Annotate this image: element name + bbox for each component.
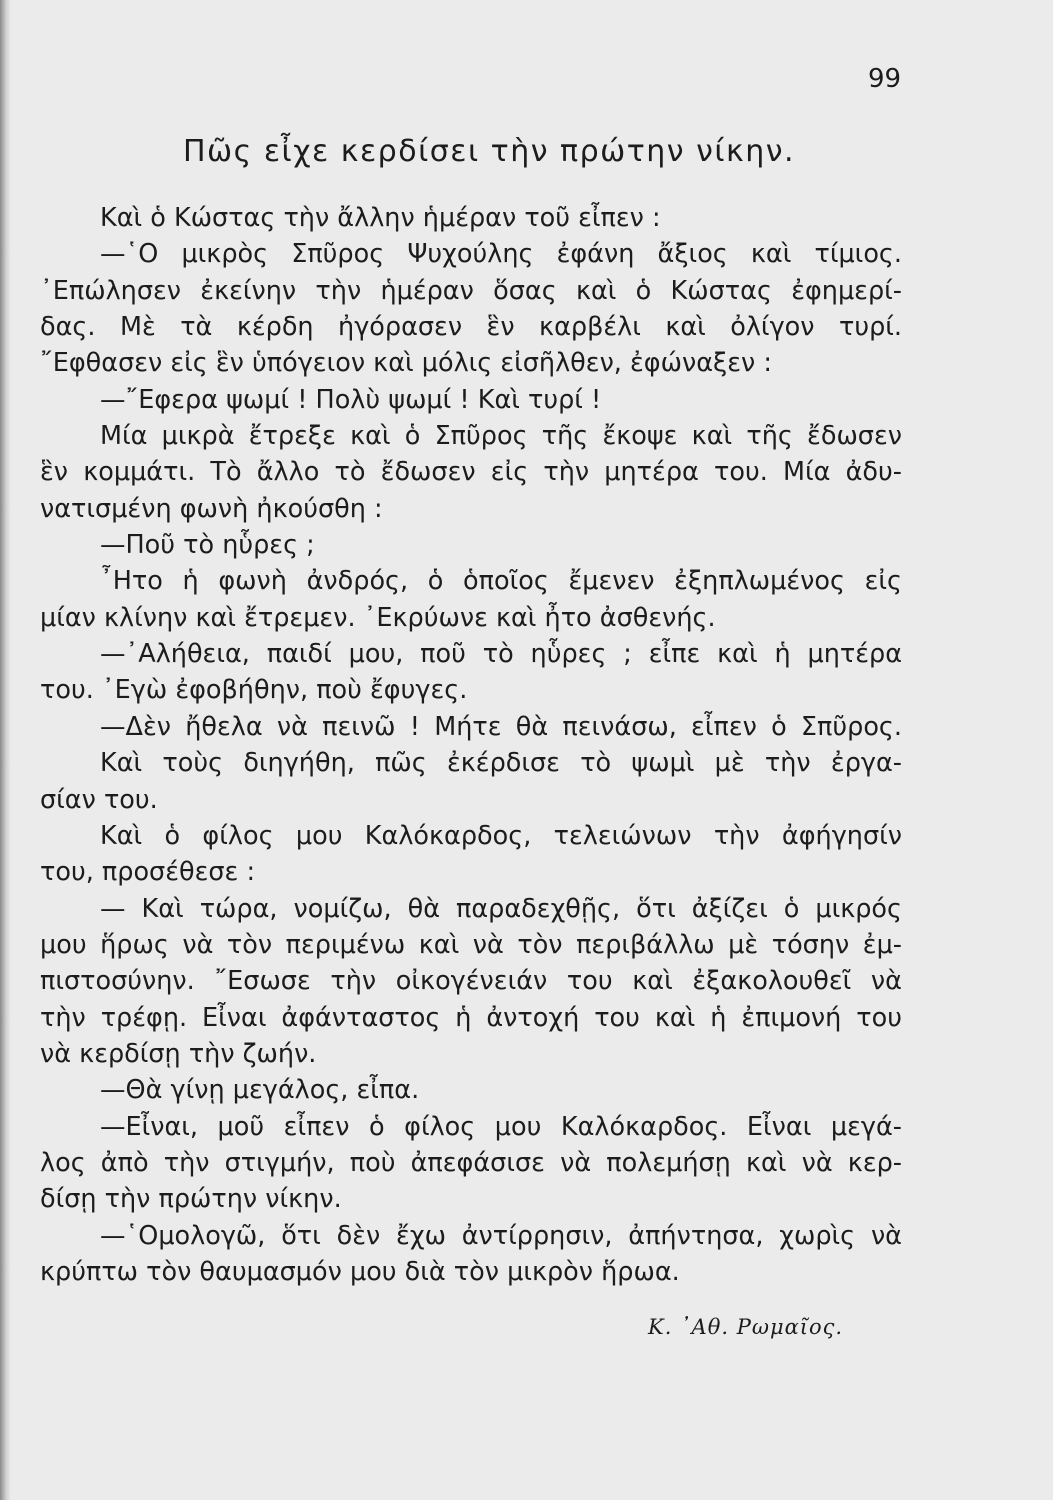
story-body: [40, 200, 902, 1290]
text-line: δας. Μὲ τὰ κέρδη ἠγόρασεν ἓν καρβέλι καὶ ὀλίγον τυρί.: [40, 312, 902, 343]
text-line: νὰ κερδίσῃ τὴν ζωήν.: [40, 1038, 317, 1069]
text-line: μίαν κλίνην καὶ ἔτρεμεν. ᾿Εκρύωνε καὶ ἦτο ἀσθενής.: [40, 602, 716, 633]
text-line: σίαν του.: [40, 784, 158, 815]
text-line: Καὶ ὁ Κώστας τὴν ἄλλην ἡμέραν τοῦ εἶπεν :: [100, 203, 661, 233]
story-title: Πῶς εἶχε κερδίσει τὴν πρώτην νίκην.: [183, 134, 795, 169]
page-binding-edge: [0, 0, 10, 1500]
author-signature: Κ. ᾿Αθ. Ρωμαῖος.: [648, 1315, 844, 1339]
text-line: —῾Ο μικρὸς Σπῦρος Ψυχούλης ἐφάνη ἄξιος καὶ τίμιος.: [100, 239, 902, 270]
text-line: Καὶ ὁ φίλος μου Καλόκαρδος, τελειώνων τὴν ἀφήγησίν: [100, 820, 902, 851]
page-number: 99: [868, 64, 902, 94]
text-line: κρύπτω τὸν θαυμασμόν μου διὰ τὸν μικρὸν ἥρωα.: [40, 1256, 680, 1287]
text-line: ῎Εφθασεν εἰς ἓν ὑπόγειον καὶ μόλις εἰσῆλθεν, ἐφώναξεν :: [40, 348, 772, 379]
text-line: λος ἀπὸ τὴν στιγμήν, ποὺ ἀπεφάσισε νὰ πολεμήσῃ καὶ νὰ κερ-: [40, 1147, 902, 1178]
text-line: — Καὶ τώρα, νομίζω, θὰ παραδεχθῇς, ὅτι ἀξίζει ὁ μικρός: [100, 893, 902, 924]
text-line: —Θὰ γίνῃ μεγάλος, εἶπα.: [100, 1075, 420, 1106]
text-line: —᾿Αλήθεια, παιδί μου, ποῦ τὸ ηὗρες ; εἶπε καὶ ἡ μητέρα: [100, 639, 902, 670]
text-line: ᾿Επώλησεν ἐκείνην τὴν ἡμέραν ὅσας καὶ ὁ Κώστας ἐφημερί-: [40, 275, 902, 306]
text-line: τὴν τρέφῃ. Εἶναι ἀφάνταστος ἡ ἀντοχή του καὶ ἡ ἐπιμονή του: [40, 1002, 902, 1033]
text-line: Μία μικρὰ ἔτρεξε καὶ ὁ Σπῦρος τῆς ἔκοψε καὶ τῆς ἔδωσεν: [100, 421, 902, 452]
text-line: ἓν κομμάτι. Τὸ ἄλλο τὸ ἔδωσεν εἰς τὴν μητέρα του. Μία ἀδυ-: [40, 457, 902, 488]
text-line: νατισμένη φωνὴ ἠκούσθη :: [40, 493, 383, 524]
text-line: Καὶ τοὺς διηγήθη, πῶς ἐκέρδισε τὸ ψωμὶ μὲ τὴν ἐργα-: [100, 748, 902, 779]
text-line: δίσῃ τὴν πρώτην νίκην.: [40, 1184, 342, 1215]
text-line: μου ἥρως νὰ τὸν περιμένω καὶ νὰ τὸν περιβάλλω μὲ τόσην ἐμ-: [40, 929, 902, 960]
text-line: —Ποῦ τὸ ηὗρες ;: [100, 530, 315, 561]
text-line: του. ᾿Εγὼ ἐφοβήθην, ποὺ ἔφυγες.: [40, 675, 468, 706]
text-line: του, προσέθεσε :: [40, 857, 256, 888]
text-line: —Δὲν ἤθελα νὰ πεινῶ ! Μήτε θὰ πεινάσω, εἶπεν ὁ Σπῦρος.: [100, 711, 902, 742]
text-line: —῾Ομολογῶ, ὅτι δὲν ἔχω ἀντίρρησιν, ἀπήντησα, χωρὶς νὰ: [100, 1220, 902, 1251]
text-line: ῏Ητο ἡ φωνὴ ἀνδρός, ὁ ὁποῖος ἔμενεν ἐξηπλωμένος εἰς: [100, 566, 902, 597]
text-line: —῎Εφερα ψωμί ! Πολὺ ψωμί ! Καὶ τυρί !: [100, 384, 602, 415]
text-line: πιστοσύνην. ῎Εσωσε τὴν οἰκογένειάν του καὶ ἐξακολουθεῖ νὰ: [40, 966, 902, 997]
text-line: —Εἶναι, μοῦ εἶπεν ὁ φίλος μου Καλόκαρδος. Εἶναι μεγά-: [100, 1111, 902, 1142]
